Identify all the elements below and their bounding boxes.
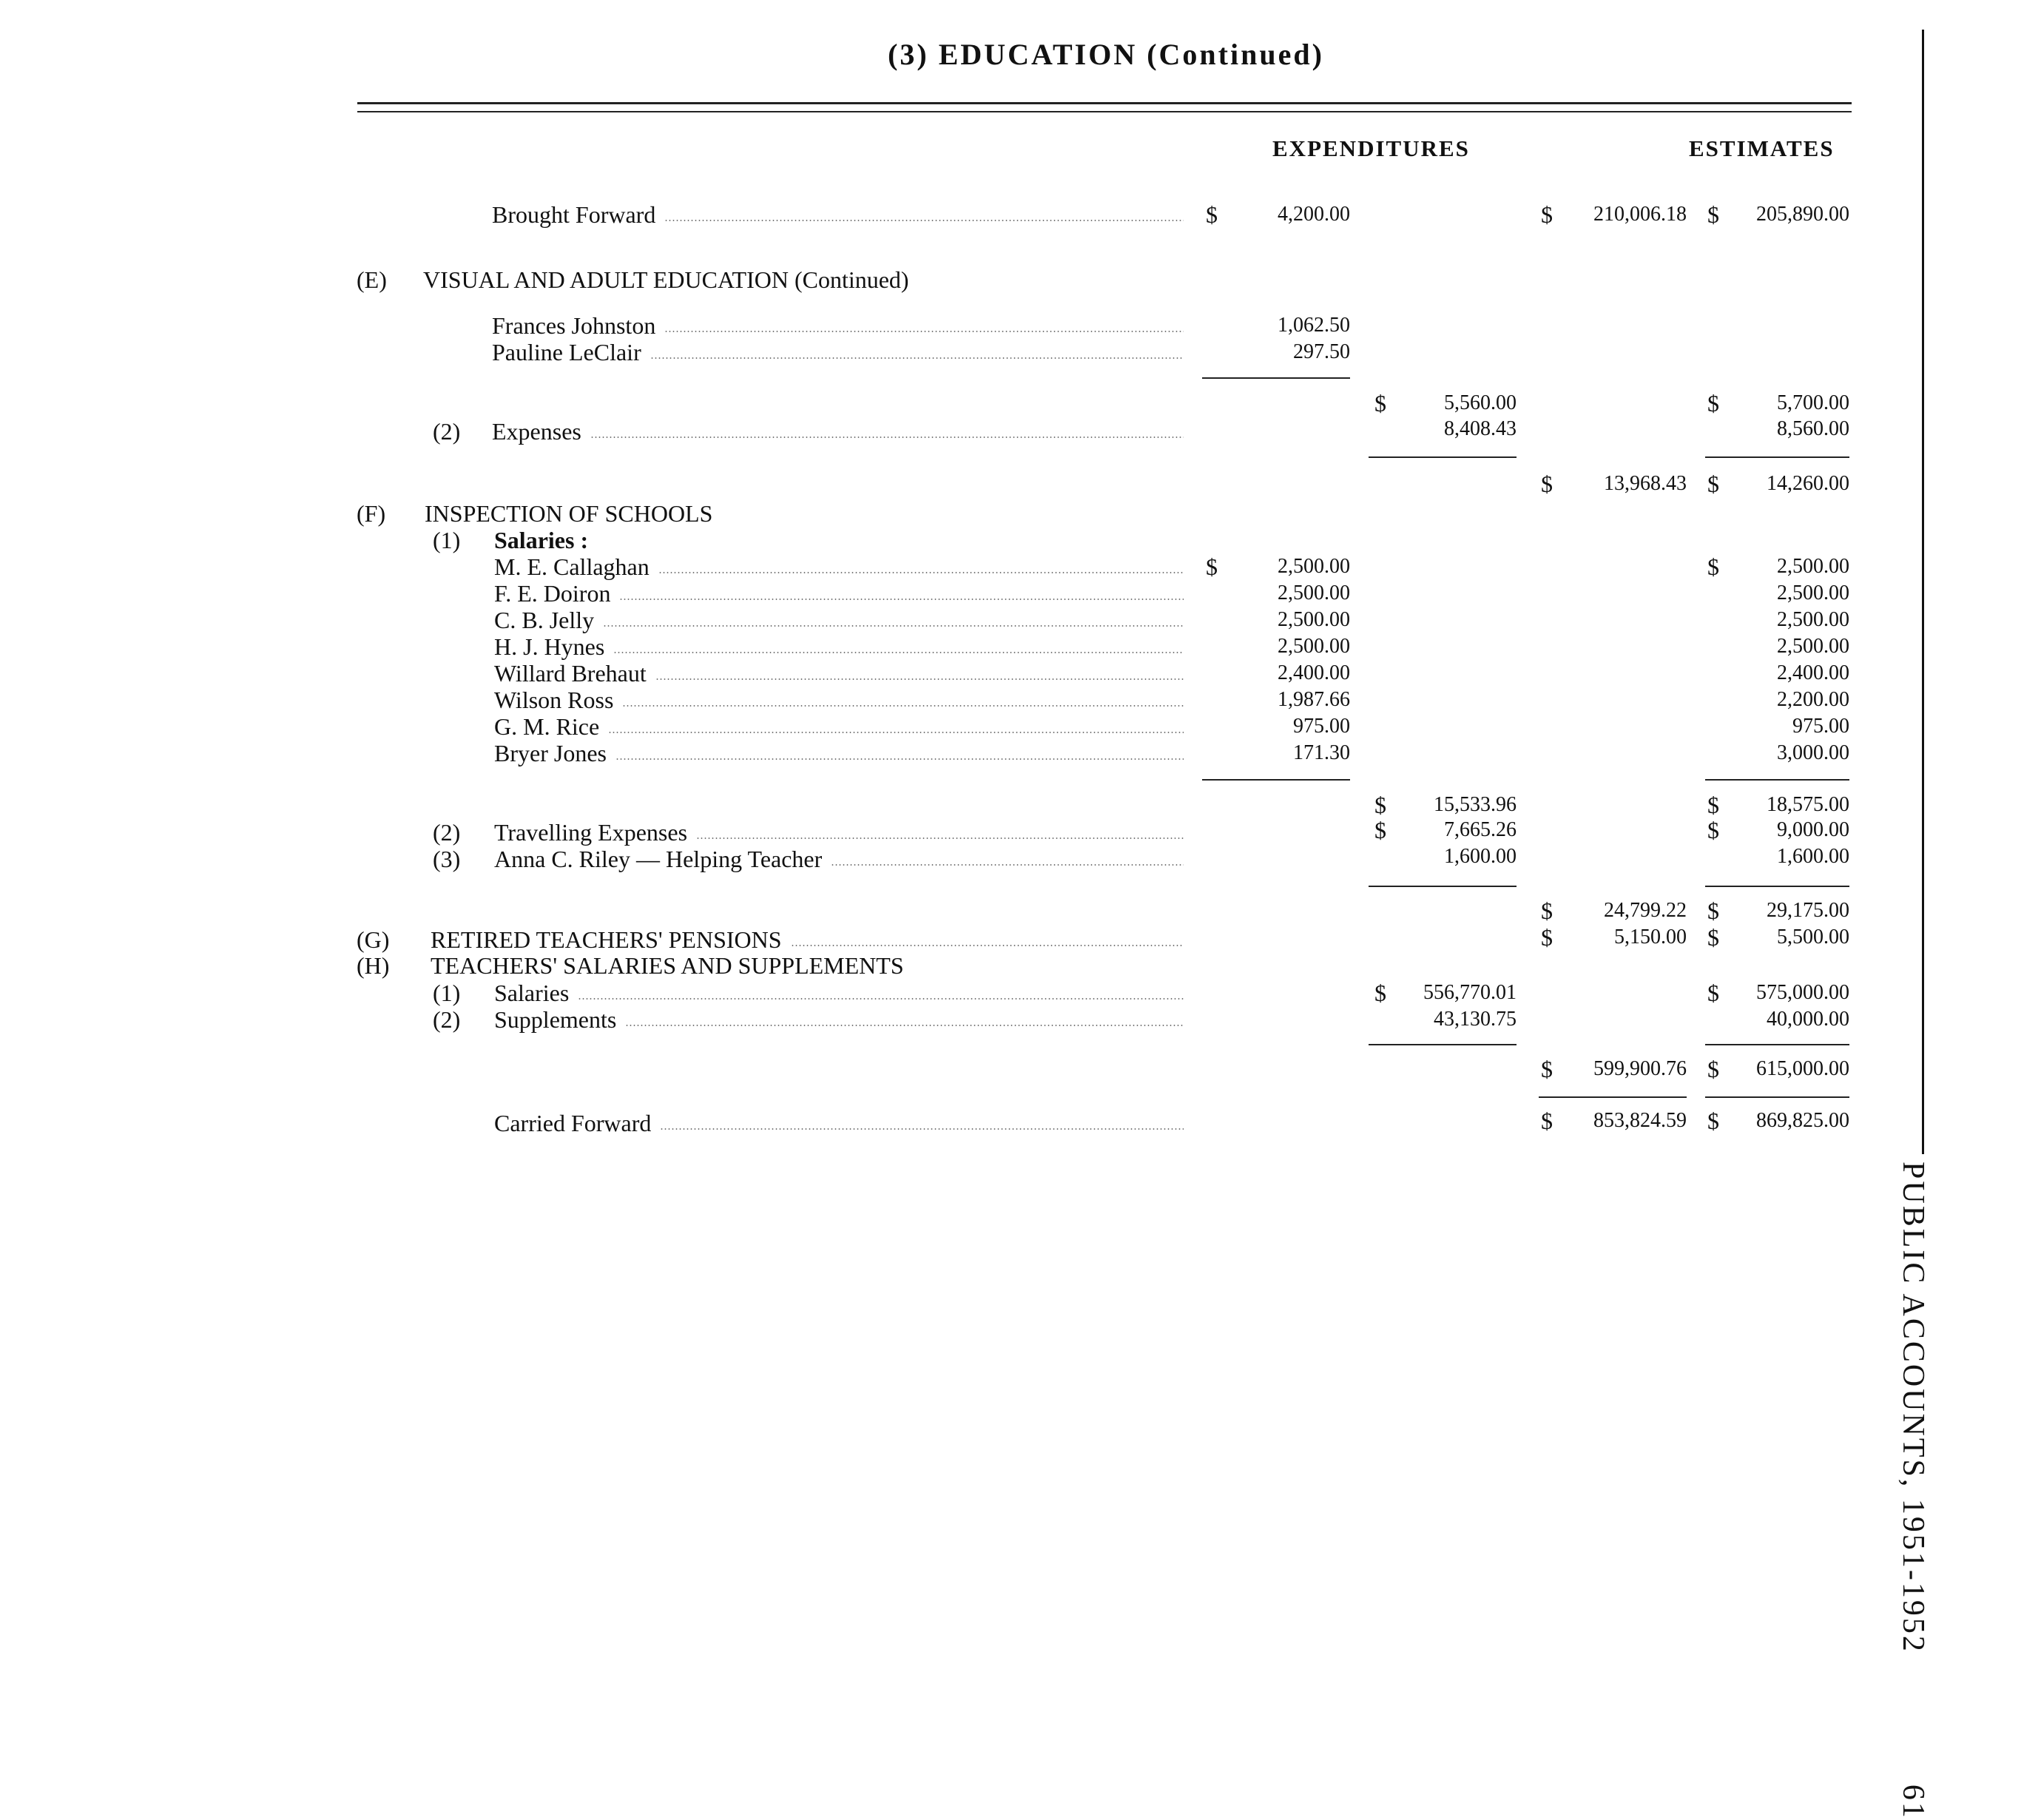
row-label xyxy=(494,978,1184,1008)
amount-estimate: 18,575.00 xyxy=(1767,793,1849,816)
leader-dots xyxy=(791,945,1184,946)
amount-expenditure-detail: 297.50 xyxy=(1293,340,1350,363)
row-label xyxy=(494,605,1184,635)
amount-estimate: 2,500.00 xyxy=(1777,555,1849,578)
row-label-text: Travelling Expenses xyxy=(494,819,688,846)
leader-dots xyxy=(608,732,1184,733)
row-label xyxy=(494,738,1184,768)
amount-expenditure-subtotal: 1,600.00 xyxy=(1444,845,1517,868)
row-label xyxy=(492,337,1184,367)
leader-dots xyxy=(664,331,1184,332)
row-label-text: Wilson Ross xyxy=(494,687,614,713)
total-rule xyxy=(1539,1096,1687,1098)
amount-expenditure-total: 5,150.00 xyxy=(1614,926,1687,948)
row-label-text: Supplements xyxy=(494,1006,617,1033)
amount-expenditure-detail: 2,400.00 xyxy=(1278,661,1350,684)
dollar-sign: $ xyxy=(1707,201,1719,228)
row-label-text: Willard Brehaut xyxy=(494,660,647,687)
leader-dots xyxy=(622,705,1184,707)
leader-dots xyxy=(613,652,1184,653)
section-code: (F) xyxy=(357,500,386,527)
leader-dots xyxy=(603,625,1184,627)
leader-dots xyxy=(655,678,1184,680)
dollar-sign: $ xyxy=(1374,817,1386,843)
leader-dots xyxy=(831,864,1184,866)
dollar-sign: $ xyxy=(1707,390,1719,417)
dollar-sign: $ xyxy=(1707,924,1719,951)
row-label-text: C. B. Jelly xyxy=(494,607,595,633)
row-label xyxy=(492,200,1184,229)
subtotal-rule xyxy=(1705,1044,1849,1045)
amount-estimate: 2,500.00 xyxy=(1777,635,1849,658)
amount-expenditure-total: 853,824.59 xyxy=(1593,1109,1687,1132)
dollar-sign: $ xyxy=(1707,1056,1719,1082)
amount-estimate: 1,600.00 xyxy=(1777,845,1849,868)
amount-estimate: 205,890.00 xyxy=(1756,203,1849,226)
column-header-expenditures: EXPENDITURES xyxy=(1272,135,1470,161)
row-label-text: M. E. Callaghan xyxy=(494,553,650,580)
row-label-text: Frances Johnston xyxy=(492,312,656,339)
subtotal-rule xyxy=(1369,1044,1517,1045)
amount-expenditure-detail: 4,200.00 xyxy=(1278,203,1350,226)
dollar-sign: $ xyxy=(1707,553,1719,580)
row-label xyxy=(494,818,1184,847)
section-title: INSPECTION OF SCHOOLS xyxy=(425,500,713,527)
amount-estimate: 8,560.00 xyxy=(1777,417,1849,440)
column-header-estimates: ESTIMATES xyxy=(1689,135,1835,161)
amount-expenditure-subtotal: 556,770.01 xyxy=(1423,981,1517,1004)
row-label-text: Carried Forward xyxy=(494,1110,652,1136)
row-label-text: Pauline LeClair xyxy=(492,339,641,365)
dollar-sign: $ xyxy=(1541,897,1553,924)
amount-expenditure-subtotal: 8,408.43 xyxy=(1444,417,1517,440)
running-head-text: PUBLIC ACCOUNTS, 1951-1952 xyxy=(1896,1162,1930,1654)
row-label xyxy=(494,632,1184,661)
row-label xyxy=(494,1108,1184,1138)
row-label-text: F. E. Doiron xyxy=(494,580,611,607)
dollar-sign: $ xyxy=(1541,1056,1553,1082)
row-label xyxy=(492,417,1184,446)
row-label xyxy=(431,925,1184,954)
amount-estimate: 575,000.00 xyxy=(1756,981,1849,1004)
subtotal-rule xyxy=(1705,456,1849,458)
leader-dots xyxy=(660,1128,1184,1130)
subtotal-rule xyxy=(1202,779,1350,781)
amount-expenditure-subtotal: 7,665.26 xyxy=(1444,818,1517,841)
section-code: (G) xyxy=(357,926,390,953)
amount-estimate: 869,825.00 xyxy=(1756,1109,1849,1132)
amount-expenditure-total: 13,968.43 xyxy=(1604,472,1687,495)
page-number: 61 xyxy=(1896,1784,1930,1820)
amount-estimate: 5,700.00 xyxy=(1777,391,1849,414)
section-title: TEACHERS' SALARIES AND SUPPLEMENTS xyxy=(431,952,904,979)
dollar-sign: $ xyxy=(1707,897,1719,924)
row-label xyxy=(494,658,1184,688)
subheading-title: Salaries : xyxy=(494,527,589,553)
amount-expenditure-detail: 2,500.00 xyxy=(1278,555,1350,578)
row-label-text: G. M. Rice xyxy=(494,713,600,740)
leader-dots xyxy=(578,998,1184,1000)
amount-expenditure-detail: 2,500.00 xyxy=(1278,582,1350,604)
dollar-sign: $ xyxy=(1374,980,1386,1006)
dollar-sign: $ xyxy=(1541,924,1553,951)
leader-dots xyxy=(619,599,1184,600)
header-rule-bottom xyxy=(357,111,1852,112)
dollar-sign: $ xyxy=(1707,817,1719,843)
amount-estimate: 3,000.00 xyxy=(1777,741,1849,764)
dollar-sign: $ xyxy=(1707,1108,1719,1134)
amount-expenditure-total: 599,900.76 xyxy=(1593,1057,1687,1080)
amount-estimate: 5,500.00 xyxy=(1777,926,1849,948)
margin-rule xyxy=(1922,30,1924,1154)
dollar-sign: $ xyxy=(1541,471,1553,497)
amount-estimate: 29,175.00 xyxy=(1767,899,1849,922)
page-title: (3) EDUCATION (Continued) xyxy=(888,38,1324,71)
subtotal-rule xyxy=(1705,779,1849,781)
dollar-sign: $ xyxy=(1206,553,1218,580)
amount-estimate: 9,000.00 xyxy=(1777,818,1849,841)
dollar-sign: $ xyxy=(1374,792,1386,818)
row-label-text: Anna C. Riley — Helping Teacher xyxy=(494,846,823,872)
leader-dots xyxy=(590,437,1184,438)
amount-expenditure-detail: 2,500.00 xyxy=(1278,635,1350,658)
dollar-sign: $ xyxy=(1541,1108,1553,1134)
leader-dots xyxy=(696,837,1184,839)
item-code: (1) xyxy=(433,980,461,1006)
amount-expenditure-detail: 1,062.50 xyxy=(1278,314,1350,337)
dollar-sign: $ xyxy=(1374,390,1386,417)
dollar-sign: $ xyxy=(1206,201,1218,228)
section-code: (H) xyxy=(357,952,390,979)
subtotal-rule xyxy=(1369,456,1517,458)
amount-expenditure-subtotal: 5,560.00 xyxy=(1444,391,1517,414)
amount-estimate: 2,200.00 xyxy=(1777,688,1849,711)
amount-expenditure-detail: 975.00 xyxy=(1293,715,1350,738)
total-rule xyxy=(1705,1096,1849,1098)
dollar-sign: $ xyxy=(1707,792,1719,818)
leader-dots xyxy=(625,1025,1184,1026)
leader-dots xyxy=(650,357,1184,359)
row-label xyxy=(494,685,1184,715)
item-code: (1) xyxy=(433,527,461,553)
row-label-text: Bryer Jones xyxy=(494,740,607,766)
row-label xyxy=(494,552,1184,582)
amount-estimate: 14,260.00 xyxy=(1767,472,1849,495)
header-rule-top xyxy=(357,102,1852,104)
amount-expenditure-total: 210,006.18 xyxy=(1593,203,1687,226)
row-label xyxy=(494,1005,1184,1034)
dollar-sign: $ xyxy=(1541,201,1553,228)
subtotal-rule xyxy=(1705,886,1849,887)
item-code: (3) xyxy=(433,846,461,872)
row-label-text: Salaries xyxy=(494,980,570,1006)
item-code: (2) xyxy=(433,819,461,846)
amount-estimate: 2,500.00 xyxy=(1777,582,1849,604)
amount-expenditure-subtotal: 43,130.75 xyxy=(1434,1008,1517,1031)
leader-dots xyxy=(615,758,1184,760)
amount-expenditure-detail: 1,987.66 xyxy=(1278,688,1350,711)
leader-dots xyxy=(658,572,1184,573)
row-label-text: RETIRED TEACHERS' PENSIONS xyxy=(431,926,782,953)
running-head xyxy=(1895,1162,1931,1820)
row-label xyxy=(494,844,1184,874)
dollar-sign: $ xyxy=(1707,980,1719,1006)
subtotal-rule xyxy=(1202,377,1350,379)
row-label xyxy=(494,712,1184,741)
row-label xyxy=(492,311,1184,340)
amount-estimate: 975.00 xyxy=(1792,715,1849,738)
section-code: (E) xyxy=(357,266,387,293)
subtotal-rule xyxy=(1369,886,1517,887)
row-label-text: Brought Forward xyxy=(492,201,656,228)
section-title: VISUAL AND ADULT EDUCATION (Continued) xyxy=(423,266,909,293)
row-label-text: Expenses xyxy=(492,418,581,445)
dollar-sign: $ xyxy=(1707,471,1719,497)
leader-dots xyxy=(664,220,1184,221)
row-label-text: H. J. Hynes xyxy=(494,633,605,660)
amount-estimate: 2,500.00 xyxy=(1777,608,1849,631)
item-code: (2) xyxy=(433,418,461,445)
amount-estimate: 2,400.00 xyxy=(1777,661,1849,684)
amount-expenditure-detail: 2,500.00 xyxy=(1278,608,1350,631)
amount-estimate: 40,000.00 xyxy=(1767,1008,1849,1031)
amount-expenditure-total: 24,799.22 xyxy=(1604,899,1687,922)
row-label xyxy=(494,579,1184,608)
amount-expenditure-subtotal: 15,533.96 xyxy=(1434,793,1517,816)
item-code: (2) xyxy=(433,1006,461,1033)
amount-expenditure-detail: 171.30 xyxy=(1293,741,1350,764)
amount-estimate: 615,000.00 xyxy=(1756,1057,1849,1080)
